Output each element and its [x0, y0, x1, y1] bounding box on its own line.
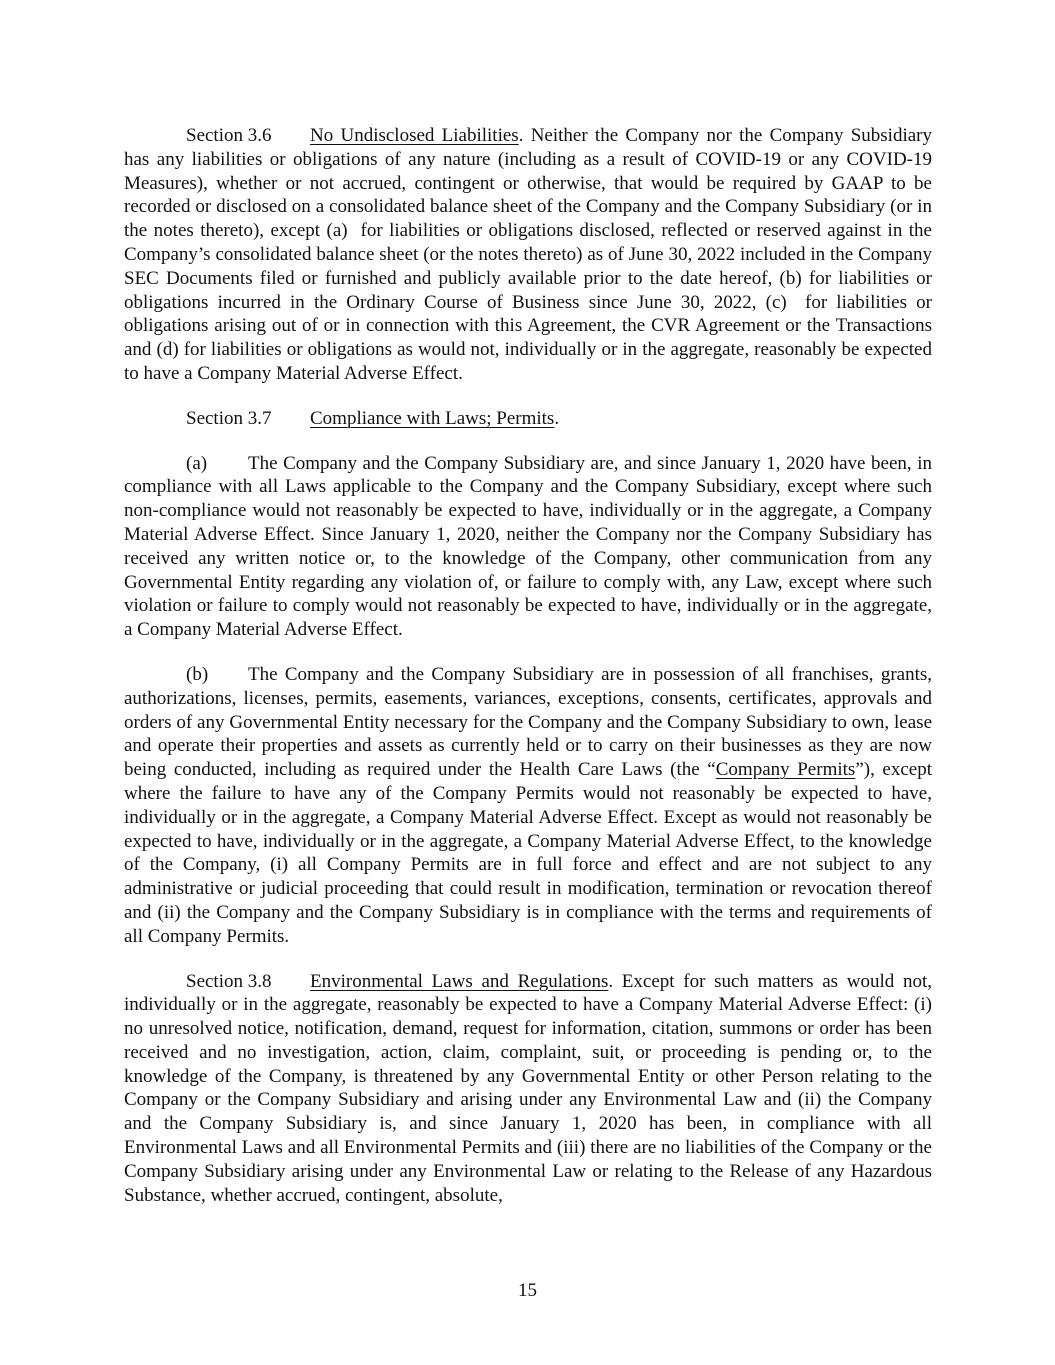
page-number: 15 — [518, 1280, 537, 1301]
section-title: Environmental Laws and Regulations — [310, 970, 609, 992]
defined-term: Company Permits — [715, 759, 856, 781]
section-body: . Except for such matters as would not, individually or in the aggregate, reasonably be expected to have a Company Material Adverse Effect: (i) no unresolved notice, notification, demand, request for information, citation, summons or order has been received and no investigation, action, claim, complaint, suit, or proceeding is pending or, to the knowledge of the Company, is threatened by any Governmental Entity or other Person relating to the Company or the Company Subsidiary and arising under any Environmental Law and (ii) the Company and the Company Subsidiary is, and since January 1, 2020 has been, in compliance with all Environmental Laws and all Environmental Permits and (iii) there are no liabilities of the Company or the Company Subsidiary arising under any Environmental Law or relating to the Release of any Hazardous Substance, whether accrued, contingent, absolute, — [124, 970, 932, 1206]
subsection-body-end: ”), except where the failure to have any of the Company Permits would not reasonably be expected to have, individually or in the aggregate, a Company Material Adverse Effect. Except as would not reasonably be expected to have, individually or in the aggregate, a Company Material Adverse Effect, to the knowledge of the Company, (i) all Company Permits are in full force and effect and are not subject to any administrative or judicial proceeding that could result in modification, termination or revocation thereof and (ii) the Company and the Company Subsidiary is in compliance with the terms and requirements of all Company Permits. — [124, 759, 933, 947]
subsection-label: (a) — [186, 452, 208, 474]
section-3-7-a — [124, 452, 932, 642]
subsection-body: The Company and the Company Subsidiary are, and since January 1, 2020 have been, in compliance with all Laws applicable to the Company and the Company Subsidiary, except where such non-compliance would not reasonably be expected to have, individually or in the aggregate, a Company Material Adverse Effect. Since January 1, 2020, neither the Company nor the Company Subsidiary has received any written notice or, to the knowledge of the Company, other communication from any Governmental Entity regarding any violation of, or failure to comply with, any Law, except where such violation or failure to comply would not reasonably be expected to have, individually or in the aggregate, a Company Material Adverse Effect. — [124, 452, 932, 641]
section-3-7 — [124, 407, 932, 431]
subsection-label: (b) — [186, 663, 209, 685]
section-title-tail: . — [554, 407, 560, 429]
section-3-7-b — [124, 663, 932, 949]
section-number: Section 3.6 — [186, 125, 272, 146]
section-title: No Undisclosed Liabilities — [310, 125, 519, 146]
subsection-body-start: The Company and the Company Subsidiary are in possession of all franchises, grants, authorizations, licenses, permits, easements, variances, exceptions, consents, certificates, approvals and orders of any Governmental Entity necessary for the Company and the Company Subsidiary to own, lease and operate their properties and assets as currently held or to carry on their businesses as they are now being conducted, including as required under the Health Care Laws (the “ — [124, 663, 932, 781]
section-title: Compliance with Laws; Permits — [310, 407, 555, 429]
section-number: Section 3.8 — [186, 970, 272, 992]
section-3-6 — [124, 124, 932, 386]
section-3-8 — [124, 970, 932, 1208]
document-page — [124, 124, 932, 1228]
section-number: Section 3.7 — [186, 407, 272, 429]
section-body: . Neither the Company nor the Company Subsidiary has any liabilities or obligations of any nature (including as a result of COVID-19 or any COVID-19 Measures), whether or not accrued, contingent or otherwise, that would be required by GAAP to be recorded or disclosed on a consolidated balance sheet of the Company and the Company Subsidiary (or in the notes thereto), except (a) for liabilities or obligations disclosed, reflected or reserved against in the Company’s consolidated balance sheet (or the notes thereto) as of June 30, 2022 included in the Company SEC Documents filed or furnished and publicly available prior to the date hereof, (b) for liabilities or obligations incurred in the Ordinary Course of Business since June 30, 2022, (c) for liabilities or obligations arising out of or in connection with this Agreement, the CVR Agreement or the Transactions and (d) for liabilities or obligations as would not, individually or in the aggregate, reasonably be expected to have a Company Material Adverse Effect. — [124, 125, 932, 384]
